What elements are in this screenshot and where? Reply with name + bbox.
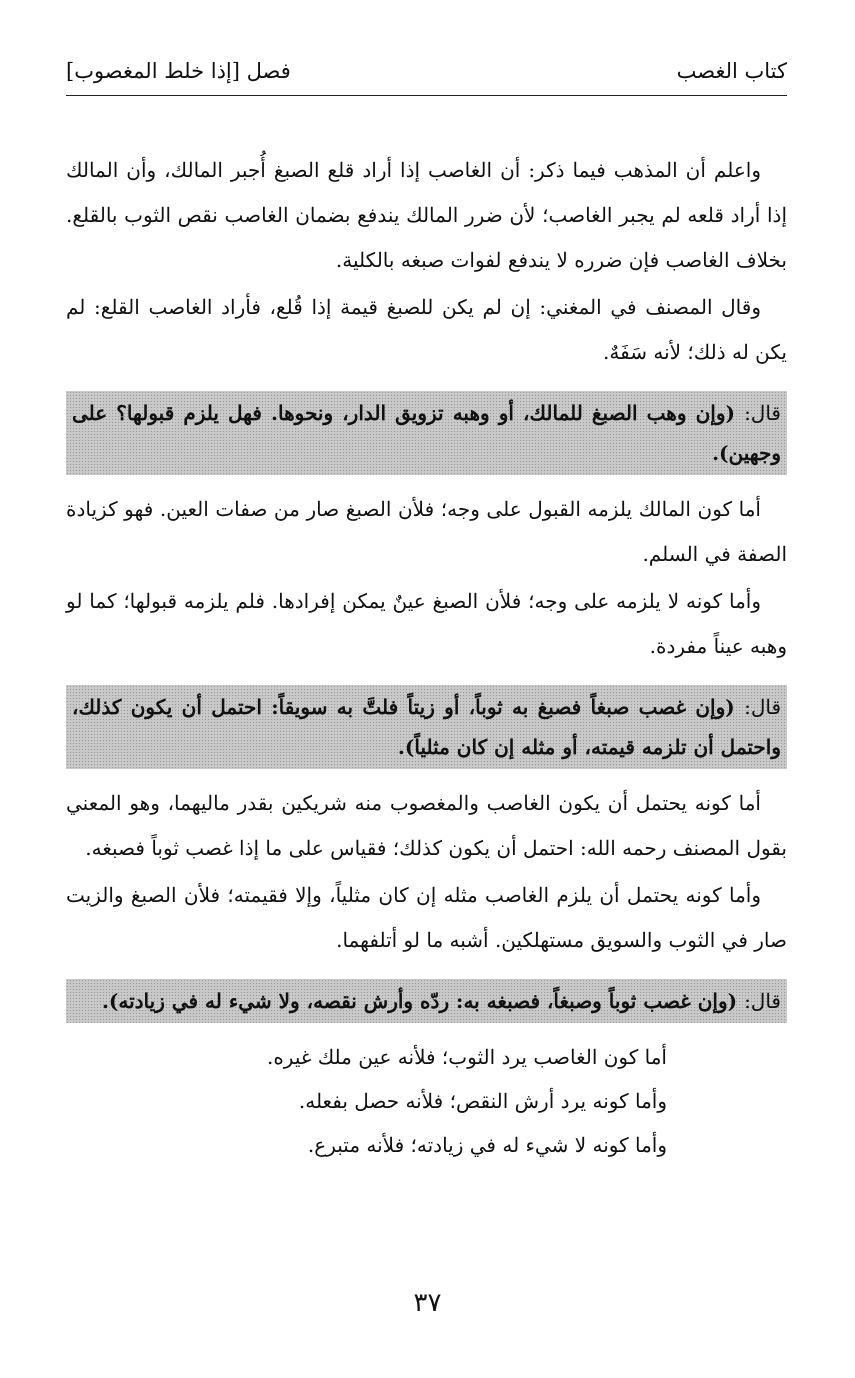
book-title: كتاب الغصب (676, 59, 787, 83)
paragraph: أما كونه يحتمل أن يكون الغاصب والمغصوب منه شريكين بقدر ماليهما، وهو المعني بقول المصنف رحمه الله: احتمل أن يكون كذلك؛ فقياس على ما إذا غصب ثوباً فصبغه. (66, 791, 787, 860)
quoted-matn-block (66, 391, 787, 475)
paragraph: وقال المصنف في المغني: إن لم يكن للصبغ قيمة إذا قُلع، فأراد الغاصب القلع: لم يكن له ذلك؛ لأنه سَفَهٌ. (66, 295, 787, 364)
quoted-matn-block (66, 685, 787, 769)
quote-prefix: قال: (744, 401, 781, 425)
quote-prefix: قال: (744, 695, 782, 719)
paragraph: وأما كونه لا يلزمه على وجه؛ فلأن الصبغ عينٌ يمكن إفرادها. فلم يلزمه قبولها؛ كما لو وهبه عيناً مفردة. (66, 589, 787, 658)
quote-text: (وإن غصب ثوباً وصبغاً، فصبغه به: ردّه وأرش نقصه، ولا شيء له في زيادته). (101, 989, 738, 1013)
quote-text: (وإن وهب الصبغ للمالك، أو وهبه تزويق الدار، ونحوها. فهل يلزم قبولها؟ على وجهين). (72, 401, 781, 465)
paragraph: وأما كونه يحتمل أن يلزم الغاصب مثله إن كان مثلياً، وإلا فقيمته؛ فلأن الصبغ والزيت صار في الثوب والسويق مستهلكين. أشبه ما لو أتلفهما. (66, 883, 787, 952)
text-line: وأما كونه لا شيء له في زيادته؛ فلأنه متبرع. (307, 1133, 667, 1157)
text-line: وأما كونه يرد أرش النقص؛ فلأنه حصل بفعله. (298, 1089, 667, 1113)
quote-text: (وإن غصب صبغاً فصبغ به ثوباً، أو زيتاً فلتَّ به سويقاً: احتمل أن يكون كذلك، واحتمل أن تلزمه قيمته، أو مثله إن كان مثلياً). (72, 695, 781, 759)
main-text (66, 148, 787, 1167)
running-header (66, 54, 787, 88)
text-line: أما كون الغاصب يرد الثوب؛ فلأنه عين ملك غيره. (266, 1045, 667, 1069)
quote-prefix: قال: (744, 989, 781, 1013)
short-lines-block (66, 1035, 667, 1167)
quoted-matn-block (66, 979, 787, 1023)
section-title: فصل [إذا خلط المغصوب] (66, 59, 291, 83)
page-number: ٣٧ (413, 1288, 442, 1318)
header-rule (66, 95, 787, 96)
paragraph: أما كون المالك يلزمه القبول على وجه؛ فلأن الصبغ صار من صفات العين. فهو كزيادة الصفة في السلم. (66, 497, 787, 566)
paragraph: واعلم أن المذهب فيما ذكر: أن الغاصب إذا أراد قلع الصبغ أُجبر المالك، وأن المالك إذا أراد قلعه لم يجبر الغاصب؛ لأن ضرر المالك يندفع بضمان الغاصب نقص الثوب بالقلع. بخلاف الغاصب فإن ضرره لا يندفع لفوات صبغه بالكلية. (66, 158, 787, 272)
